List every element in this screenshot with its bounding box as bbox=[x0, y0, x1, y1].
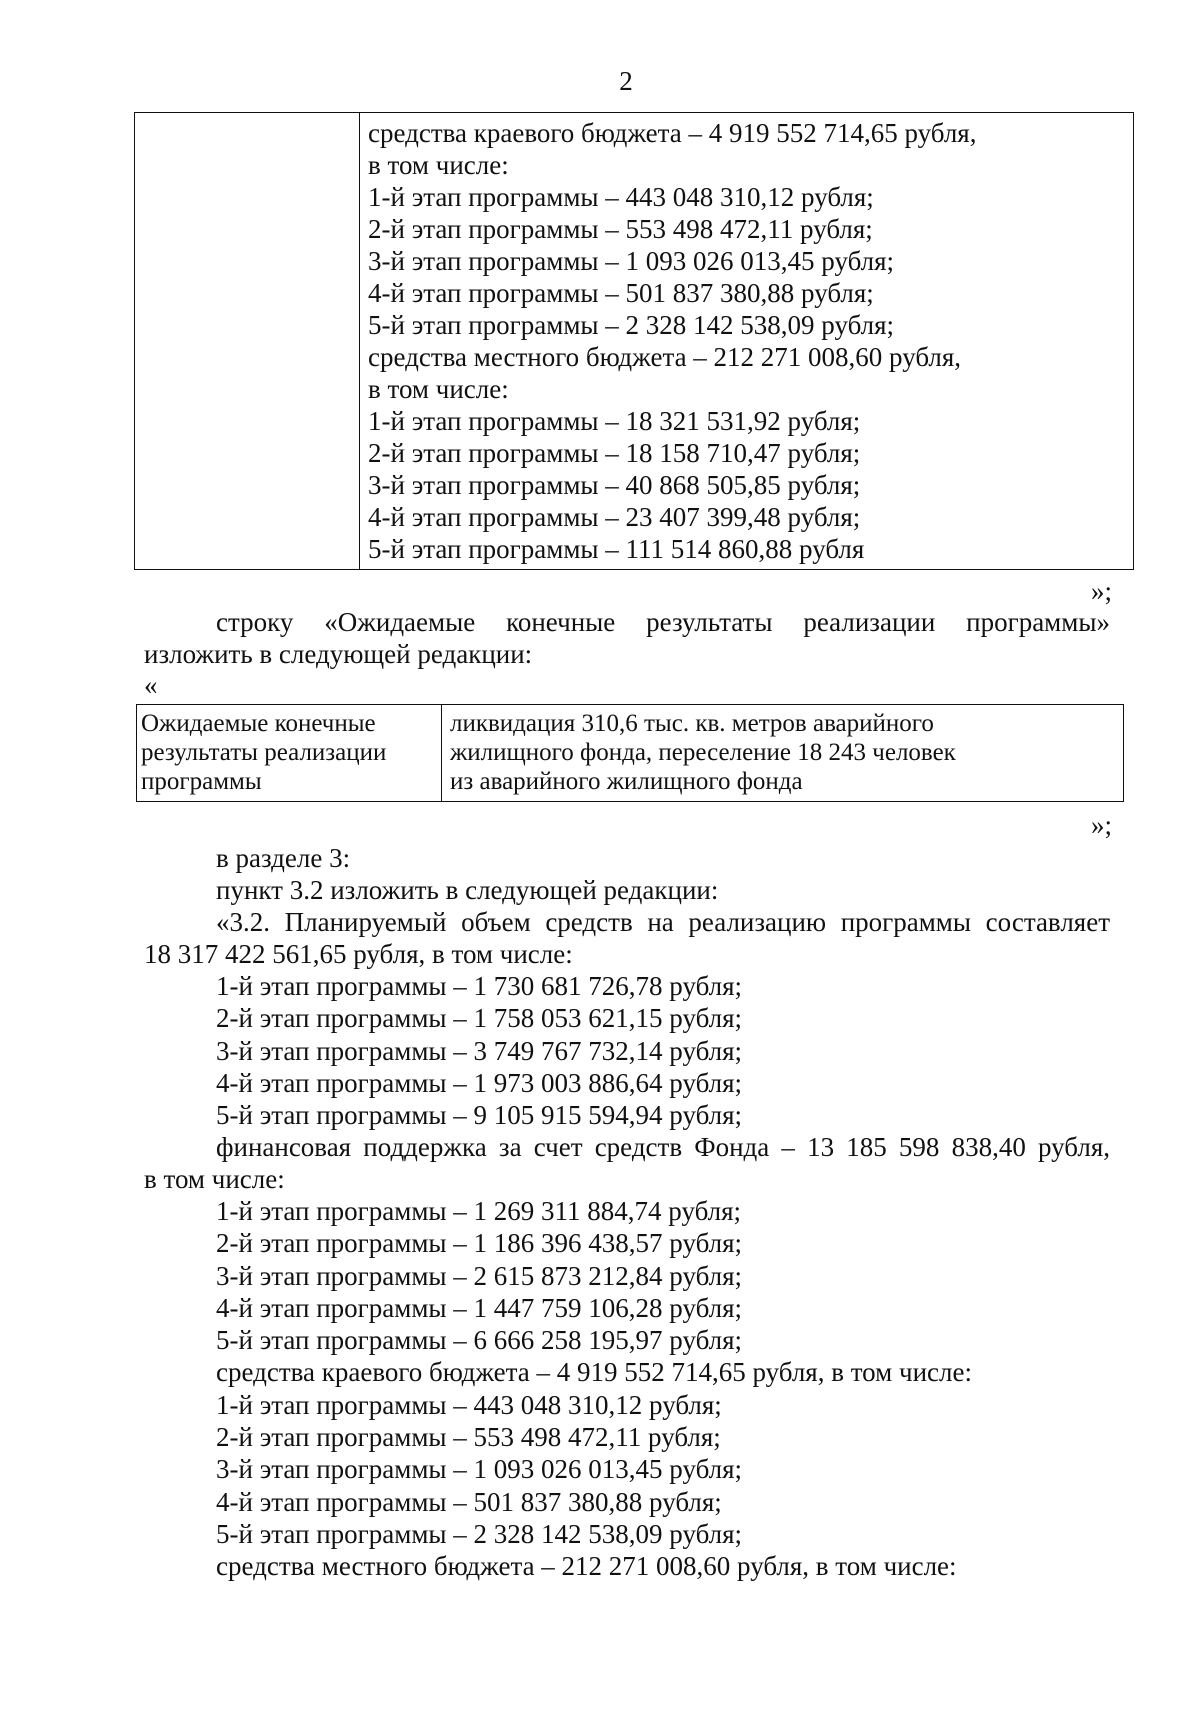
clause-3-2 bbox=[144, 906, 1110, 970]
table-line: 2-й этап программы – 553 498 472,11 рубля; bbox=[368, 214, 873, 244]
table-line: в том числе: bbox=[368, 150, 509, 180]
list-item: 4-й этап программы – 1 447 759 106,28 рубля; bbox=[216, 1292, 743, 1323]
cell-line: Ожидаемые конечные bbox=[141, 710, 376, 737]
list-item: 1-й этап программы – 443 048 310,12 рубля; bbox=[216, 1389, 722, 1420]
table-line: в том числе: bbox=[368, 374, 509, 404]
closing-quote: »; bbox=[1090, 810, 1112, 840]
cell-line: жилищного фонда, переселение 18 243 человек bbox=[450, 739, 956, 766]
list-item: 5-й этап программы – 9 105 915 594,94 рубля; bbox=[216, 1100, 743, 1131]
text-line: в том числе: bbox=[144, 1164, 285, 1194]
cell-line: результаты реализации bbox=[141, 739, 387, 766]
list-item: средства краевого бюджета – 4 919 552 714,65 рубля, в том числе: bbox=[216, 1357, 972, 1388]
text-line: пункт 3.2 изложить в следующей редакции: bbox=[216, 875, 719, 906]
table-line: 1-й этап программы – 443 048 310,12 рубля; bbox=[368, 182, 874, 212]
table-line: средства краевого бюджета – 4 919 552 714,65 рубля, bbox=[368, 118, 977, 148]
cell-line: из аварийного жилищного фонда bbox=[450, 768, 803, 795]
list-item: 3-й этап программы – 1 093 026 013,45 рубля; bbox=[216, 1454, 743, 1485]
list-item: 5-й этап программы – 2 328 142 538,09 рубля; bbox=[216, 1518, 743, 1549]
expected-results-label-cell bbox=[137, 705, 442, 801]
list-item: 2-й этап программы – 553 498 472,11 рубля; bbox=[216, 1422, 721, 1453]
opening-quote: « bbox=[144, 670, 158, 700]
list-item: 5-й этап программы – 6 666 258 195,97 рубля; bbox=[216, 1325, 743, 1356]
page-number: 2 bbox=[619, 66, 633, 96]
table-line: средства местного бюджета – 212 271 008,60 рубля, bbox=[368, 342, 962, 372]
funding-table-continuation bbox=[134, 112, 1134, 570]
list-item: 3-й этап программы – 2 615 873 212,84 рубля; bbox=[216, 1260, 743, 1291]
list-item: 2-й этап программы – 1 758 053 621,15 рубля; bbox=[216, 1003, 743, 1034]
expected-results-table bbox=[136, 704, 1124, 802]
table-line: 2-й этап программы – 18 158 710,47 рубля; bbox=[368, 438, 861, 468]
stages-list bbox=[216, 1195, 972, 1583]
list-item: 4-й этап программы – 501 837 380,88 рубля; bbox=[216, 1486, 722, 1517]
table-line: 5-й этап программы – 111 514 860,88 рубля bbox=[368, 534, 865, 564]
fund-paragraph bbox=[144, 1131, 1110, 1195]
list-item: 1-й этап программы – 1 730 681 726,78 рубля; bbox=[216, 971, 743, 1001]
cell-line: программы bbox=[141, 768, 262, 795]
text-line: финансовая поддержка за счет средств Фонда – 13 185 598 838,40 рубля, bbox=[216, 1132, 1110, 1162]
section-instructions bbox=[216, 842, 718, 907]
list-item: 2-й этап программы – 1 186 396 438,57 рубля; bbox=[216, 1228, 743, 1259]
table-line: 3-й этап программы – 1 093 026 013,45 рубля; bbox=[368, 246, 895, 276]
text-line: в разделе 3: bbox=[216, 843, 351, 873]
cell-line: ликвидация 310,6 тыс. кв. метров аварийного bbox=[450, 710, 934, 737]
table-line: 3-й этап программы – 40 868 505,85 рубля; bbox=[368, 470, 861, 500]
expected-results-value-cell bbox=[442, 705, 1123, 801]
result-paragraph-line1: строку «Ожидаемые конечные результаты реализации программы» bbox=[216, 607, 1110, 637]
table-right-cell bbox=[360, 113, 1133, 569]
list-item: средства местного бюджета – 212 271 008,60 рубля, в том числе: bbox=[216, 1551, 957, 1582]
list-item: 4-й этап программы – 1 973 003 886,64 рубля; bbox=[216, 1067, 743, 1098]
table-left-cell bbox=[135, 113, 360, 569]
table-line: 4-й этап программы – 501 837 380,88 рубля; bbox=[368, 278, 874, 308]
total-stages-list bbox=[216, 970, 742, 1131]
table-line: 1-й этап программы – 18 321 531,92 рубля; bbox=[368, 406, 861, 436]
text-line: «3.2. Планируемый объем средств на реализацию программы составляет bbox=[216, 907, 1110, 937]
table-line: 5-й этап программы – 2 328 142 538,09 рубля; bbox=[368, 310, 895, 340]
text-line: 18 317 422 561,65 рубля, в том числе: bbox=[144, 939, 573, 969]
list-item: 1-й этап программы – 1 269 311 884,74 рубля; bbox=[216, 1196, 742, 1226]
closing-quote: »; bbox=[1090, 576, 1112, 606]
table-line: 4-й этап программы – 23 407 399,48 рубля; bbox=[368, 502, 861, 532]
result-paragraph-line2: изложить в следующей редакции: bbox=[144, 639, 533, 669]
list-item: 3-й этап программы – 3 749 767 732,14 рубля; bbox=[216, 1035, 743, 1066]
